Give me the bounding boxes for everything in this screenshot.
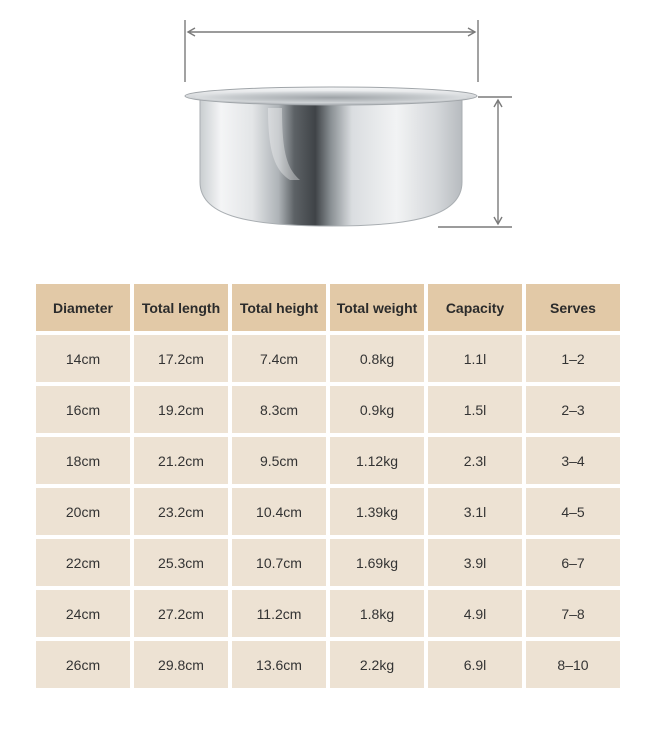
cell-total-height: 13.6cm <box>232 641 326 688</box>
cell-diameter: 26cm <box>36 641 130 688</box>
table-row <box>36 386 620 433</box>
table-row <box>36 335 620 382</box>
product-image-area <box>0 0 658 270</box>
cell-diameter: 24cm <box>36 590 130 637</box>
cell-total-height: 9.5cm <box>232 437 326 484</box>
column-header-serves: Serves <box>526 284 620 331</box>
cell-total-weight: 2.2kg <box>330 641 424 688</box>
table-row <box>36 437 620 484</box>
cell-total-height: 8.3cm <box>232 386 326 433</box>
cell-serves: 7–8 <box>526 590 620 637</box>
column-header-total-height: Total height <box>232 284 326 331</box>
cell-total-length: 25.3cm <box>134 539 228 586</box>
cell-diameter: 22cm <box>36 539 130 586</box>
cell-serves: 8–10 <box>526 641 620 688</box>
cell-total-length: 27.2cm <box>134 590 228 637</box>
width-arrow-icon <box>185 20 478 82</box>
cell-total-height: 10.7cm <box>232 539 326 586</box>
column-header-diameter: Diameter <box>36 284 130 331</box>
cell-total-height: 11.2cm <box>232 590 326 637</box>
cell-total-length: 19.2cm <box>134 386 228 433</box>
table-row <box>36 539 620 586</box>
table-row <box>36 488 620 535</box>
table-row <box>36 590 620 637</box>
cell-diameter: 16cm <box>36 386 130 433</box>
column-header-total-weight: Total weight <box>330 284 424 331</box>
cell-total-length: 17.2cm <box>134 335 228 382</box>
cell-capacity: 1.1l <box>428 335 522 382</box>
cell-total-height: 10.4cm <box>232 488 326 535</box>
cell-capacity: 2.3l <box>428 437 522 484</box>
cell-total-length: 29.8cm <box>134 641 228 688</box>
cell-serves: 6–7 <box>526 539 620 586</box>
cell-capacity: 3.9l <box>428 539 522 586</box>
column-header-capacity: Capacity <box>428 284 522 331</box>
cell-serves: 1–2 <box>526 335 620 382</box>
cell-capacity: 1.5l <box>428 386 522 433</box>
cell-total-length: 21.2cm <box>134 437 228 484</box>
cell-serves: 3–4 <box>526 437 620 484</box>
table-row <box>36 641 620 688</box>
cell-total-weight: 1.8kg <box>330 590 424 637</box>
cell-diameter: 14cm <box>36 335 130 382</box>
cell-diameter: 20cm <box>36 488 130 535</box>
cell-total-weight: 1.69kg <box>330 539 424 586</box>
pot-illustration <box>0 0 658 270</box>
cell-total-weight: 0.9kg <box>330 386 424 433</box>
cell-total-length: 23.2cm <box>134 488 228 535</box>
cell-total-weight: 1.12kg <box>330 437 424 484</box>
table-header-row <box>36 284 620 331</box>
cell-capacity: 4.9l <box>428 590 522 637</box>
cell-capacity: 6.9l <box>428 641 522 688</box>
spec-table <box>32 280 624 692</box>
pot-icon <box>185 87 477 226</box>
cell-total-weight: 0.8kg <box>330 335 424 382</box>
cell-serves: 2–3 <box>526 386 620 433</box>
cell-diameter: 18cm <box>36 437 130 484</box>
cell-capacity: 3.1l <box>428 488 522 535</box>
cell-serves: 4–5 <box>526 488 620 535</box>
column-header-total-length: Total length <box>134 284 228 331</box>
cell-total-weight: 1.39kg <box>330 488 424 535</box>
cell-total-height: 7.4cm <box>232 335 326 382</box>
